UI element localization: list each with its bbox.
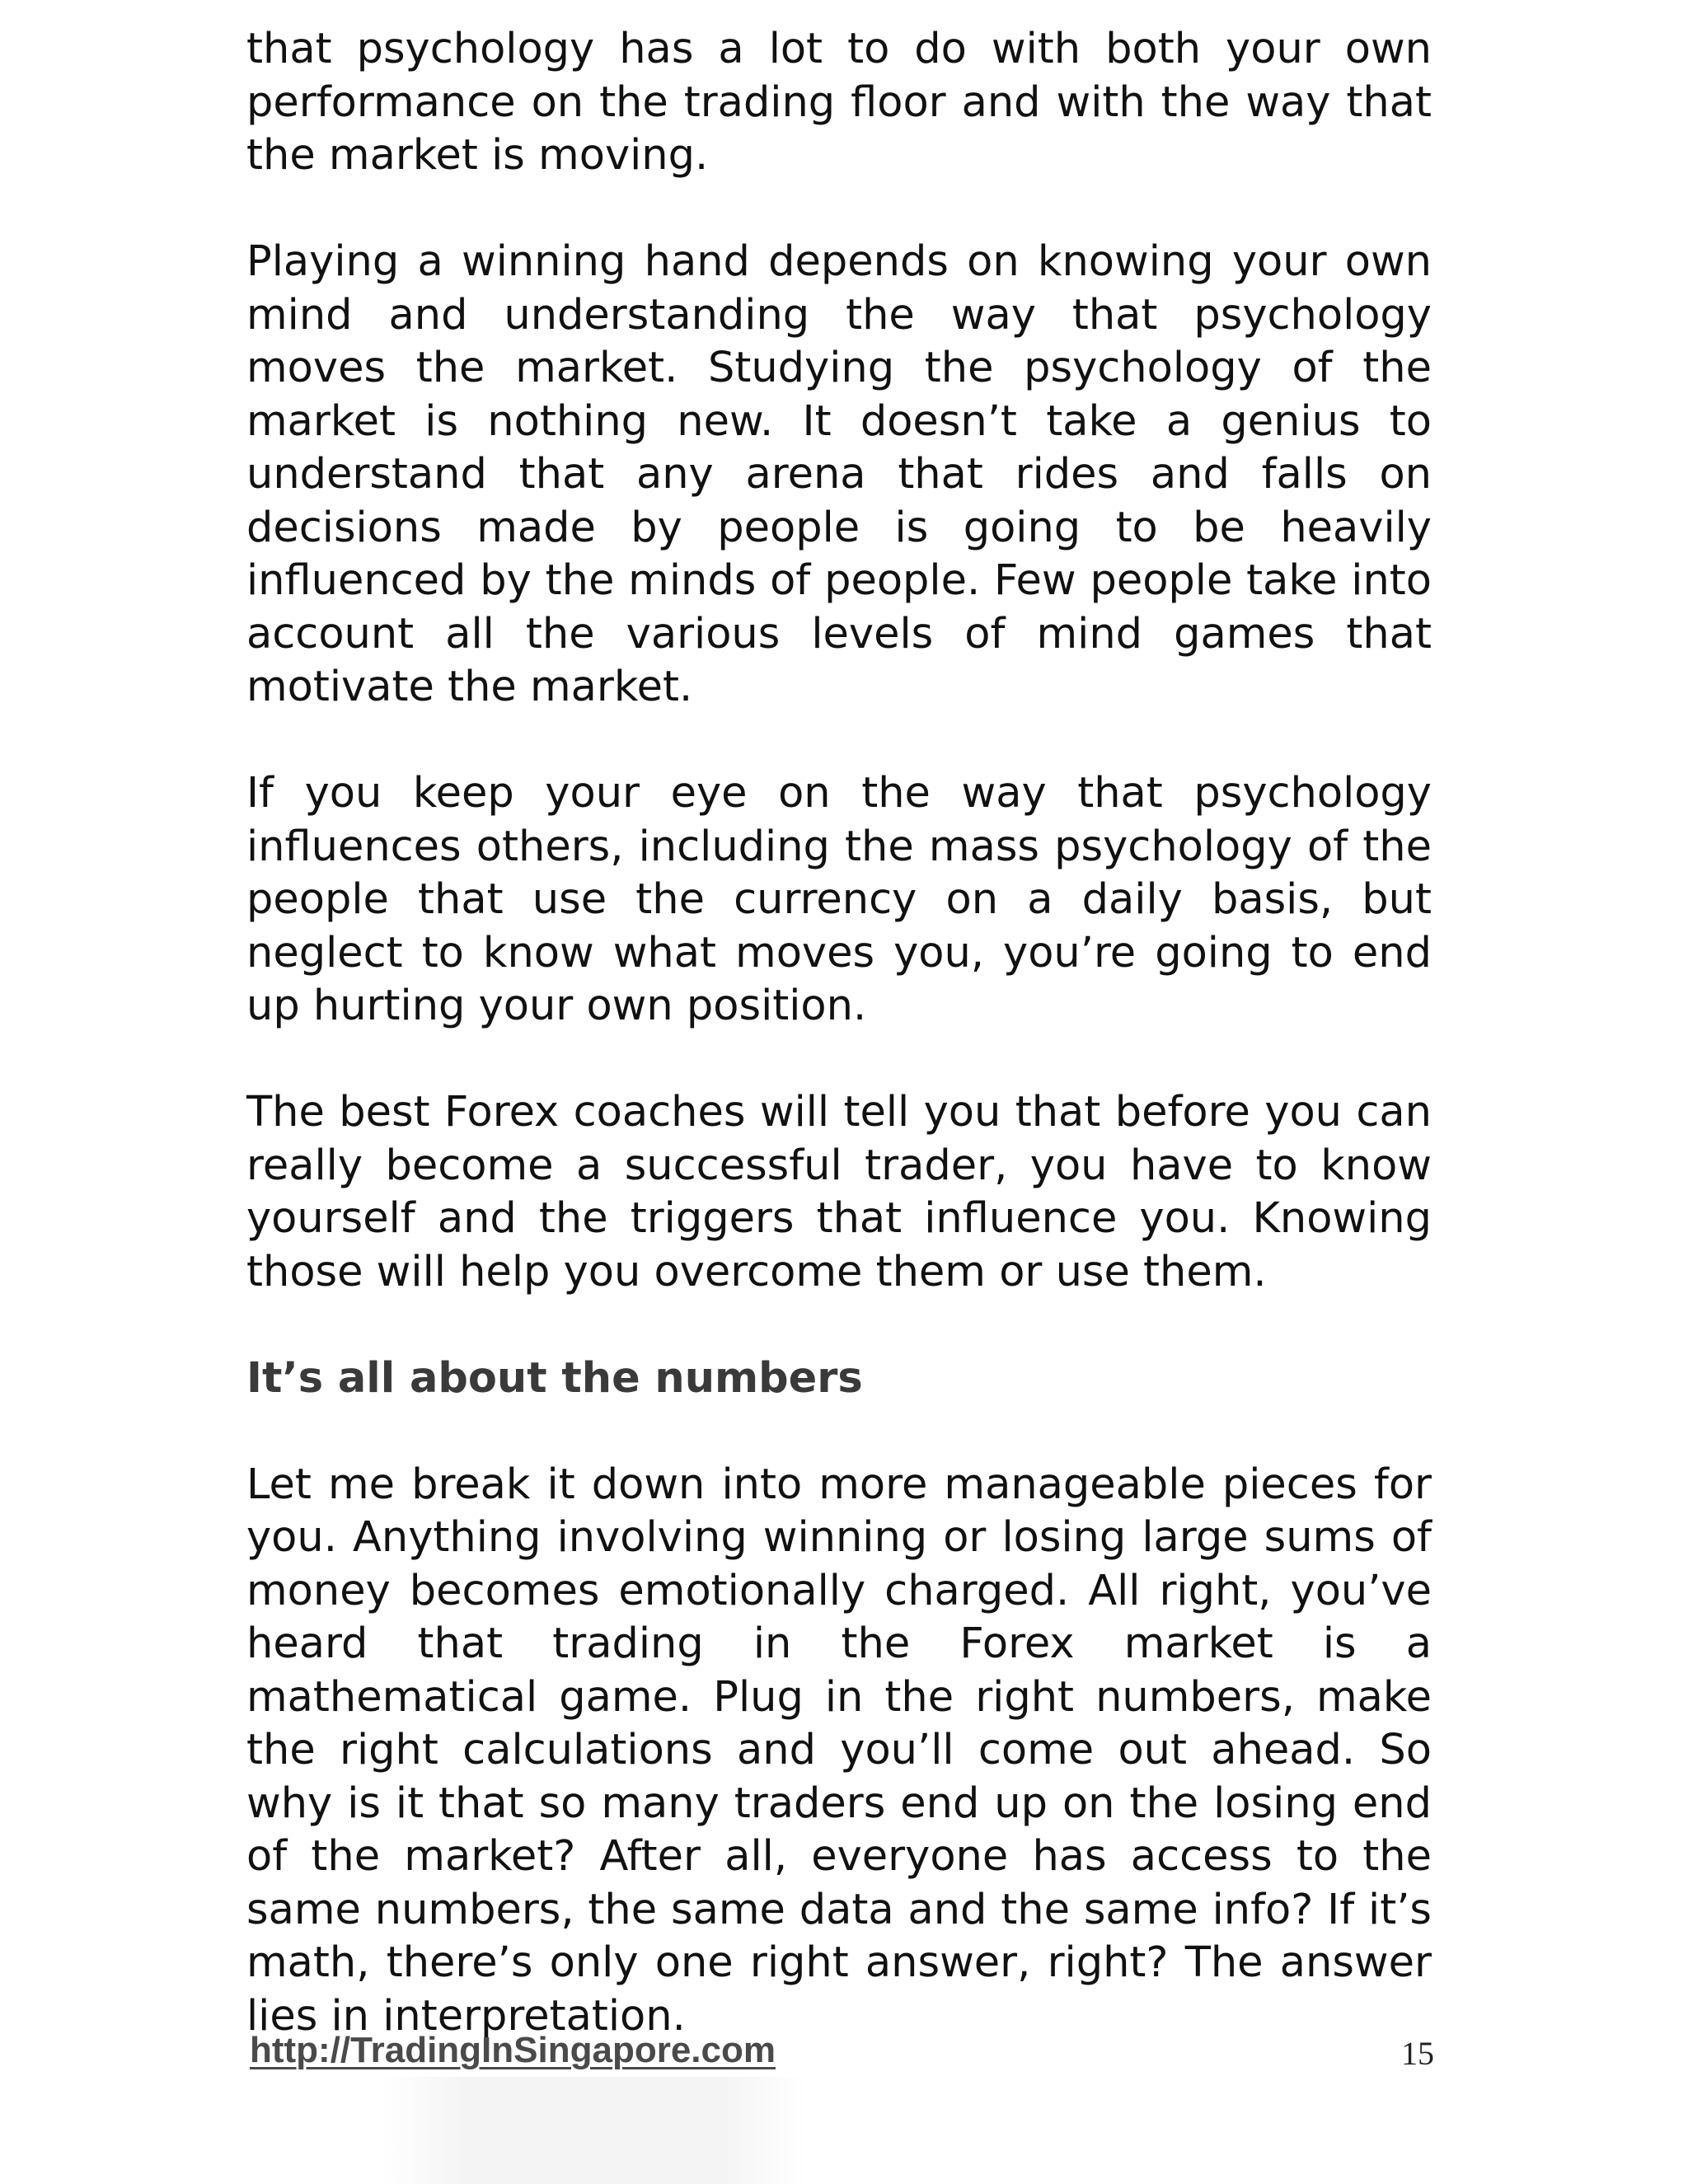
- page-body: [246, 23, 1432, 2097]
- paragraph: that psychology has a lot to do with both your own performance on the trading floor and with the way that the market is moving.: [246, 25, 1432, 180]
- page-number: 15: [1401, 2035, 1434, 2072]
- section-heading: It’s all about the numbers: [246, 1353, 863, 1403]
- paragraph: Playing a winning hand depends on knowing your own mind and understanding the way that psychology moves the market. Studying the psychology of the market is nothing new. It doesn’t take a genius to understand that any arena that rides and falls on decisions made by people is going to be heavily influenced by the minds of people. Few people take into account all the various levels of mind games that motivate the market.: [246, 237, 1432, 711]
- paragraph: Let me break it down into more manageable pieces for you. Anything involving winning or losing large sums of money becomes emotionally charged. All right, you’ve heard that trading in the Forex market is a mathematical game. Plug in the right numbers, make the right calculations and you’ll come out ahead. So why is it that so many traders end up on the losing end of the market? After all, everyone has access to the same numbers, the same data and the same info? If it’s math, there’s only one right answer, right? The answer lies in interpretation.: [246, 1460, 1432, 2041]
- paragraph: If you keep your eye on the way that psychology influences others, including the mass psychology of the people that use the currency on a daily basis, but neglect to know what moves you, you’re going to end up hurting your own position.: [246, 769, 1432, 1030]
- scan-shadow: [379, 2077, 808, 2184]
- paragraph: The best Forex coaches will tell you that before you can really become a successful trader, you have to know yourself and the triggers that influence you. Knowing those will help you overcome them or use them.: [246, 1088, 1432, 1296]
- footer-website-link[interactable]: http://TradingInSingapore.com: [250, 2030, 776, 2070]
